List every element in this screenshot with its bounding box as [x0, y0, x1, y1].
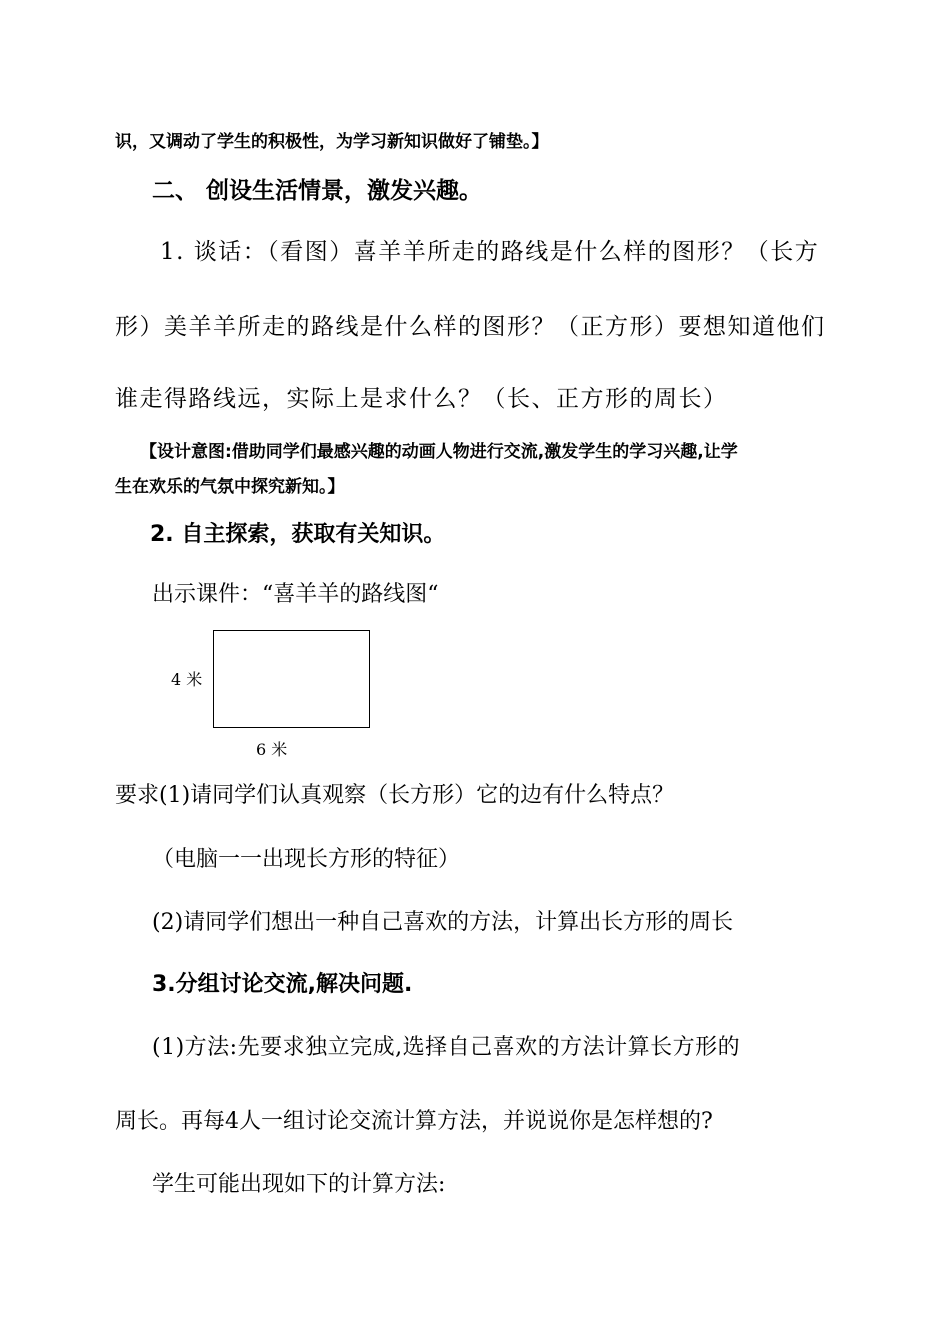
paragraph-line: (1)方法:先要求独立完成,选择自己喜欢的方法计算长方形的: [152, 1035, 741, 1060]
design-note-line: 【设计意图:借助同学们最感兴趣的动画人物进行交流,激发学生的学习兴趣,让学: [140, 442, 738, 462]
rectangle-shape: [213, 630, 370, 728]
paragraph-line: 周长。再每4人一组讨论交流计算方法，并说说你是怎样想的?: [115, 1109, 713, 1134]
paragraph-line: 1. 谈话：（看图）喜羊羊所走的路线是什么样的图形？（长方: [160, 239, 820, 265]
paragraph-line: 要求(1)请同学们认真观察（长方形）它的边有什么特点？: [115, 783, 675, 808]
height-label: 4 米: [171, 670, 203, 689]
width-label: 6 米: [256, 740, 288, 759]
paragraph-line: (2)请同学们想出一种自己喜欢的方法，计算出长方形的周长: [152, 910, 734, 935]
paragraph-line: 识，又调动了学生的积极性，为学习新知识做好了铺垫。】: [115, 132, 549, 152]
subsection-heading: 3.分组讨论交流,解决问题.: [152, 972, 413, 997]
design-note-line: 生在欢乐的气氛中探究新知。】: [115, 477, 345, 497]
paragraph-line: 学生可能出现如下的计算方法:: [152, 1172, 446, 1197]
section-heading: 二、 创设生活情景，激发兴趣。: [152, 178, 483, 204]
paragraph-line: 谁走得路线远，实际上是求什么？（长、正方形的周长）: [115, 386, 728, 412]
paragraph-line: （电脑一一出现长方形的特征）: [152, 847, 461, 872]
paragraph-line: 形）美羊羊所走的路线是什么样的图形？（正方形）要想知道他们: [115, 314, 826, 340]
subsection-heading: 2. 自主探索，获取有关知识。: [150, 522, 446, 547]
paragraph-line: 出示课件：“喜羊羊的路线图“: [152, 582, 439, 607]
